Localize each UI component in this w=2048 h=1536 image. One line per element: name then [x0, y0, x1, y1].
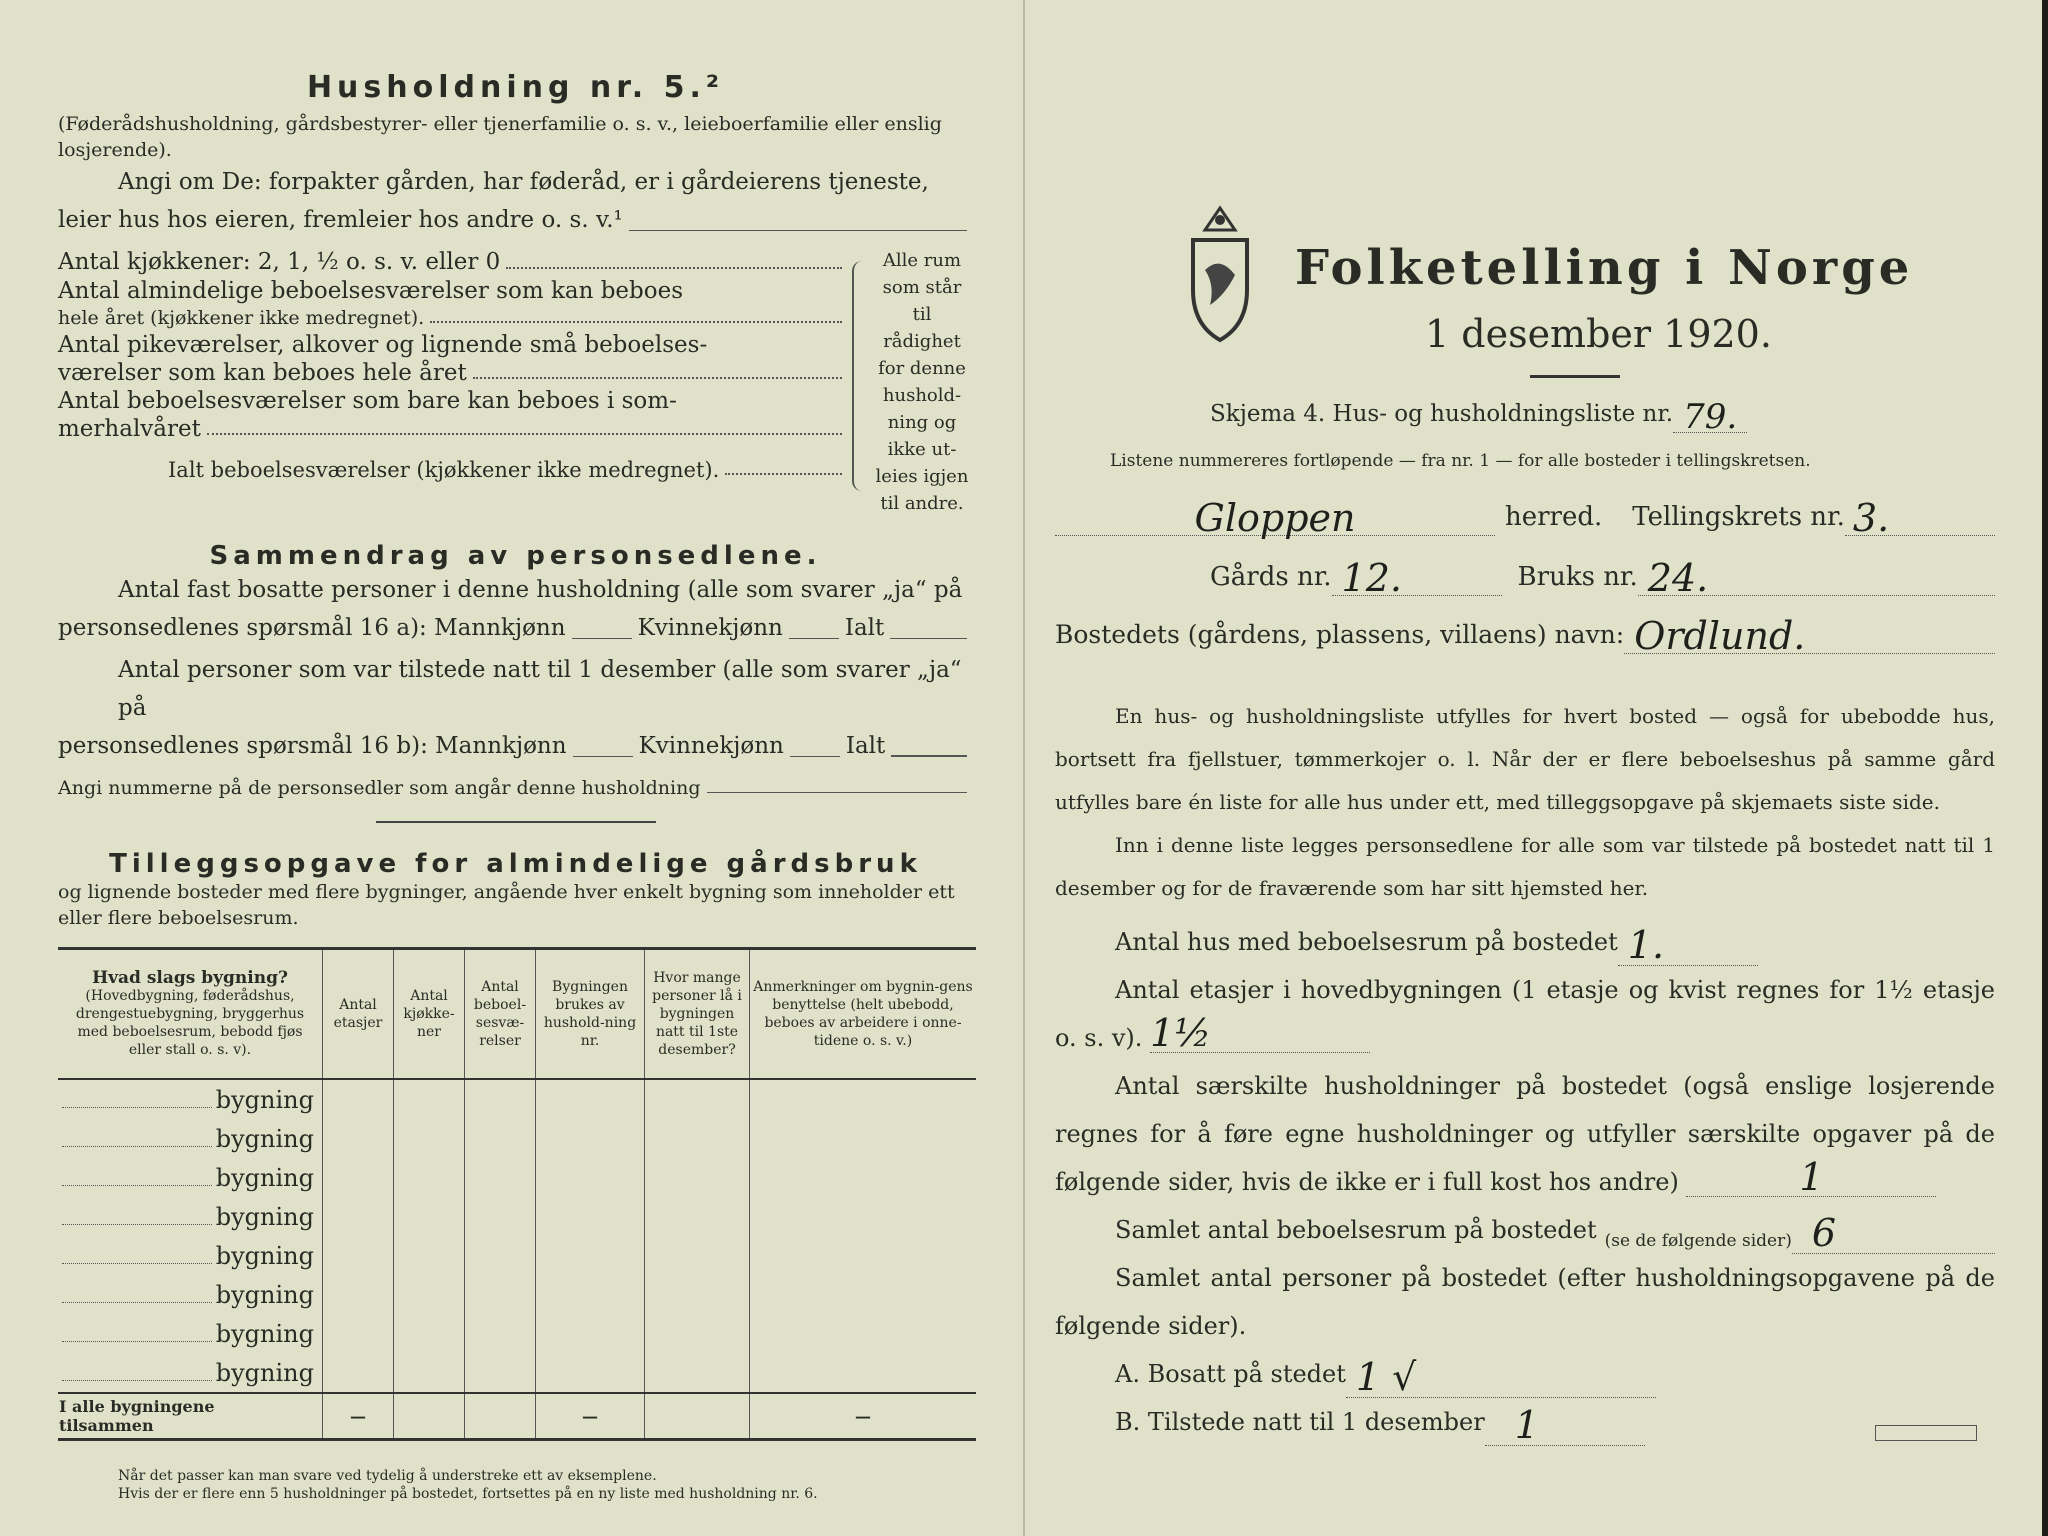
- summary-a2: personsedlenes spørsmål 16 a): Mannkjønn: [58, 615, 566, 641]
- rooms-q3a: Antal pikeværelser, alkover og lignende små beboelses-: [58, 332, 708, 358]
- footnote-2: Hvis der er flere enn 5 husholdninger på bostedet, fortsettes på en ny liste med husholdning nr. 6.: [118, 1486, 818, 1502]
- q-pers: Samlet antal personer på bostedet (efter husholdningsopgavene på de følgende sider).: [1055, 1264, 1995, 1340]
- summary-b2: personsedlenes spørsmål 16 b): Mannkjønn: [58, 733, 567, 759]
- brace: [852, 261, 864, 491]
- gards-label: Gårds nr.: [1210, 562, 1332, 592]
- herred-value: Gloppen: [1055, 501, 1495, 536]
- b-label: B. Tilstede natt til 1 desember: [1115, 1408, 1485, 1436]
- table-cell: [750, 1236, 977, 1275]
- herred-row: [1055, 496, 1995, 540]
- building-label-cell: [58, 1119, 323, 1158]
- rooms-total-dots: [725, 473, 842, 475]
- household-subtitle: (Føderådshusholdning, gårdsbestyrer- eller tjenerfamilie o. s. v., leieboerfamilie eller enslig losjerende).: [58, 113, 942, 161]
- side-note-line: rådighet: [883, 331, 961, 352]
- table-cell: [750, 1158, 977, 1197]
- building-label: bygning: [215, 1358, 314, 1387]
- instruction-2: Inn i denne liste legges personsedlene for alle som var tilstede på bostedet natt til 1 desember og for de fraværende som har sitt hjemsted her.: [1055, 833, 1995, 900]
- summary-a2-row: [58, 609, 973, 647]
- col-persons: Hvor mange personer lå i bygningen natt til 1ste desember?: [645, 949, 750, 1080]
- blank-line: [789, 638, 839, 639]
- ialt-label: Ialt: [845, 733, 886, 759]
- summary-b2-row: [58, 727, 973, 765]
- table-cell: [750, 1275, 977, 1314]
- table-cell: [394, 1353, 465, 1393]
- table-cell: [394, 1314, 465, 1353]
- angi-answer-line: [629, 230, 967, 231]
- building-label: bygning: [215, 1124, 314, 1153]
- table-cell: [645, 1079, 750, 1119]
- side-note-line: for denne: [878, 358, 966, 379]
- col-rooms: Antal beboel-sesvæ-relser: [465, 949, 536, 1080]
- gards-value: 12.: [1332, 561, 1502, 596]
- q-hush: Antal særskilte husholdninger på bostedet (også enslige losjerende regnes for å føre egne husholdninger og utfyller særskilte opgaver på de følgende sider, hvis de ikke er i full kost hos andre): [1055, 1072, 1995, 1196]
- table-cell: [536, 1079, 645, 1119]
- blank-line: [573, 756, 633, 757]
- table-cell: [645, 1393, 750, 1440]
- table-cell: [645, 1314, 750, 1353]
- rooms-q4a: Antal beboelsesværelser som bare kan beboes i som-: [58, 388, 677, 414]
- table-cell: [323, 1275, 394, 1314]
- table-cell: [465, 1119, 536, 1158]
- table-row: [58, 1158, 976, 1197]
- total-label: I alle bygningene tilsammen: [58, 1393, 323, 1440]
- kvinne-label: Kvinnekjønn: [638, 733, 784, 759]
- table-cell: [465, 1393, 536, 1440]
- bosted-value: Ordlund.: [1624, 619, 1995, 654]
- col-building-type-head: Hvad slags bygning?: [92, 968, 288, 988]
- footnote-1: Når det passer kan man svare ved tydelig å understreke ett av eksemplene.: [118, 1468, 657, 1484]
- rooms-q2-dots: [430, 321, 842, 323]
- table-row: [58, 1275, 976, 1314]
- divider: [376, 821, 656, 823]
- rooms-q1: Antal kjøkkener: 2, 1, ½ o. s. v. eller 0: [58, 249, 501, 275]
- supplement-title: Tilleggsopgave for almindelige gårdsbruk: [109, 849, 922, 879]
- table-cell: [323, 1314, 394, 1353]
- bruks-label: Bruks nr.: [1517, 562, 1638, 592]
- table-cell: [750, 1353, 977, 1393]
- rooms-q2b: hele året (kjøkkener ikke medregnet).: [58, 307, 425, 329]
- table-row: [58, 1314, 976, 1353]
- building-label-cell: [58, 1197, 323, 1236]
- rooms-total: Ialt beboelsesværelser (kjøkkener ikke medregnet).: [168, 458, 720, 482]
- form-title: Folketelling i Norge: [1295, 240, 1914, 296]
- side-note-line: ikke ut-: [887, 439, 957, 460]
- ialt-label: Ialt: [844, 615, 885, 641]
- table-cell: [750, 1314, 977, 1353]
- side-note-line: leies igjen: [875, 466, 969, 487]
- col-building-type-sub: (Hovedbygning, føderådshus, drengestuebygning, bryggerhus med beboelsesrum, bebodd fjøs eller stall o. s. v).: [75, 988, 305, 1058]
- printer-stamp: [1875, 1425, 1977, 1441]
- bosted-row: [1055, 614, 1995, 658]
- table-row: [58, 1236, 976, 1275]
- table-cell: [394, 1079, 465, 1119]
- table-cell: [536, 1158, 645, 1197]
- instruction-1: En hus- og husholdningsliste utfylles for hvert bosted — også for ubebodde hus, bortsett fra fjellstuer, tømmerkojer o. l.: [1055, 704, 1995, 771]
- rooms-q4b: merhalvåret: [58, 416, 201, 442]
- table-cell: [750, 1119, 977, 1158]
- table-cell: [465, 1275, 536, 1314]
- side-note-line: Alle rum: [882, 250, 962, 271]
- table-cell: [323, 1236, 394, 1275]
- q-hus: Antal hus med beboelsesrum på bostedet: [1115, 928, 1618, 956]
- building-label-cell: [58, 1079, 323, 1119]
- side-note-line: hushold-: [882, 385, 962, 406]
- q-hus-value: 1.: [1618, 925, 1758, 966]
- a-value: 1 √: [1346, 1357, 1656, 1398]
- side-note-line: ning og: [887, 412, 957, 433]
- table-cell: [645, 1275, 750, 1314]
- rooms-questions: [58, 247, 848, 517]
- table-cell: [750, 1079, 977, 1119]
- scan-edge: [2042, 0, 2048, 1536]
- total-row: [58, 1393, 976, 1440]
- questions: [1055, 918, 1995, 1446]
- schema-row: [1210, 395, 1850, 437]
- numbering-note: Listene nummereres fortløpende — fra nr. 1 — for alle bosteder i tellingskretsen.: [1110, 451, 1811, 471]
- total-dash: —: [536, 1393, 645, 1440]
- total-dash: —: [323, 1393, 394, 1440]
- q-hush-value: 1: [1686, 1158, 1936, 1197]
- angi-line-2-row: [58, 201, 973, 239]
- table-cell: [536, 1275, 645, 1314]
- table-cell: [465, 1158, 536, 1197]
- krets-label: Tellingskrets nr.: [1632, 502, 1845, 532]
- table-cell: [323, 1197, 394, 1236]
- table-cell: [645, 1119, 750, 1158]
- krets-value: 3.: [1845, 501, 1995, 536]
- table-cell: [645, 1236, 750, 1275]
- table-cell: [750, 1197, 977, 1236]
- table-cell: [465, 1079, 536, 1119]
- building-label-cell: [58, 1353, 323, 1393]
- instructions: [1055, 695, 1995, 910]
- supplement-text: og lignende bosteder med flere bygninger, angående hver enkelt bygning som inneholder ett eller flere beboelsesrum.: [58, 881, 955, 929]
- table-row: [58, 1197, 976, 1236]
- rooms-block: [58, 247, 973, 517]
- building-label: bygning: [215, 1163, 314, 1192]
- blank-line: [891, 755, 967, 757]
- rooms-q3-dots: [473, 377, 842, 379]
- building-label: bygning: [215, 1202, 314, 1231]
- table-cell: [394, 1197, 465, 1236]
- q-rum: Samlet antal beboelsesrum på bostedet: [1115, 1216, 1597, 1244]
- rooms-q4-dots: [207, 433, 842, 435]
- table-cell: [645, 1197, 750, 1236]
- building-label: bygning: [215, 1241, 314, 1270]
- rooms-q2a: Antal almindelige beboelsesværelser som kan beboes: [58, 278, 684, 304]
- numbers-row: [58, 775, 973, 801]
- table-cell: [465, 1353, 536, 1393]
- table-cell: [465, 1197, 536, 1236]
- table-cell: [536, 1314, 645, 1353]
- q-etasjer: Antal etasjer i hovedbygningen (1 etasje og kvist regnes for 1½ etasje o. s. v).: [1055, 976, 1995, 1052]
- table-cell: [394, 1119, 465, 1158]
- blank-line: [790, 756, 840, 757]
- table-cell: [536, 1119, 645, 1158]
- title-divider: [1530, 375, 1620, 378]
- summary-title: Sammendrag av personsedlene.: [209, 541, 822, 571]
- a-label: A. Bosatt på stedet: [1115, 1360, 1346, 1388]
- table-row: [58, 1119, 976, 1158]
- side-note-line: som står til: [882, 277, 962, 325]
- q-etasjer-value: 1½: [1150, 1014, 1370, 1053]
- q-rum-note: (se de følgende sider): [1604, 1231, 1792, 1251]
- building-label-cell: [58, 1236, 323, 1275]
- gards-row: [1210, 556, 1995, 600]
- blank-line: [890, 638, 967, 639]
- total-dash: —: [750, 1393, 977, 1440]
- buildings-table: [58, 947, 976, 1441]
- numbers-line: Angi nummerne på de personsedler som angår denne husholdning: [58, 777, 701, 799]
- table-cell: [536, 1236, 645, 1275]
- col-floors: Antal etasjer: [323, 949, 394, 1080]
- table-cell: [394, 1236, 465, 1275]
- herred-label: herred.: [1505, 502, 1603, 532]
- schema-number: 79.: [1673, 402, 1747, 433]
- summary-b1: Antal personer som var tilstede natt til 1 desember (alle som svarer „ja“ på: [118, 657, 962, 721]
- building-label-cell: [58, 1314, 323, 1353]
- table-row: [58, 1079, 976, 1119]
- table-cell: [323, 1158, 394, 1197]
- angi-line-1: Angi om De: forpakter gården, har føderåd, er i gårdeierens tjeneste,: [118, 169, 929, 195]
- bosted-label: Bostedets (gårdens, plassens, villaens) navn:: [1055, 620, 1625, 649]
- buildings-body: [58, 1079, 976, 1440]
- table-cell: [323, 1353, 394, 1393]
- schema-label: Skjema 4. Hus- og husholdningsliste nr.: [1210, 401, 1674, 427]
- side-note: [872, 247, 972, 517]
- angi-line-2: leier hus hos eieren, fremleier hos andre o. s. v.¹: [58, 207, 623, 233]
- col-building-type: [58, 949, 323, 1080]
- col-kitchens: Antal kjøkke-ner: [394, 949, 465, 1080]
- building-label: bygning: [215, 1085, 314, 1114]
- building-label-cell: [58, 1158, 323, 1197]
- blank-line: [572, 638, 632, 639]
- building-label: bygning: [215, 1280, 314, 1309]
- table-cell: [323, 1079, 394, 1119]
- b-value: 1: [1485, 1405, 1645, 1446]
- col-household: Bygningen brukes av hushold-ning nr.: [536, 949, 645, 1080]
- table-cell: [323, 1119, 394, 1158]
- kvinne-label: Kvinnekjønn: [637, 615, 783, 641]
- blank-line: [707, 792, 967, 793]
- building-label-cell: [58, 1275, 323, 1314]
- summary-a1: Antal fast bosatte personer i denne husholdning (alle som svarer „ja“ på: [118, 577, 963, 603]
- instruction-1b: Når der er flere beboelseshus på samme gård utfylles bare én liste for alle hus under ett, med tilleggsopgave på skjemaets siste side.: [1055, 747, 1995, 814]
- table-cell: [536, 1197, 645, 1236]
- table-cell: [465, 1314, 536, 1353]
- table-cell: [536, 1353, 645, 1393]
- bruks-value: 24.: [1638, 561, 1995, 596]
- right-page: [1025, 0, 2048, 1536]
- side-note-line: til andre.: [880, 493, 964, 514]
- rooms-q1-dots: [506, 267, 842, 269]
- table-cell: [394, 1393, 465, 1440]
- coat-of-arms-icon: [1175, 200, 1265, 350]
- table-cell: [394, 1158, 465, 1197]
- q-rum-value: 6: [1792, 1213, 1995, 1254]
- household-title: Husholdning nr. 5.²: [306, 70, 725, 105]
- col-remarks: Anmerkninger om bygnin-gens benyttelse (helt ubebodd, beboes av arbeidere i onne-tidene o. s. v.): [750, 949, 977, 1080]
- table-cell: [394, 1275, 465, 1314]
- table-cell: [645, 1158, 750, 1197]
- rooms-q3b: værelser som kan beboes hele året: [58, 360, 467, 386]
- table-cell: [465, 1236, 536, 1275]
- form-date: 1 desember 1920.: [1425, 312, 1772, 356]
- table-row: [58, 1353, 976, 1393]
- building-label: bygning: [215, 1319, 314, 1348]
- table-cell: [645, 1353, 750, 1393]
- footnotes: [58, 1467, 973, 1503]
